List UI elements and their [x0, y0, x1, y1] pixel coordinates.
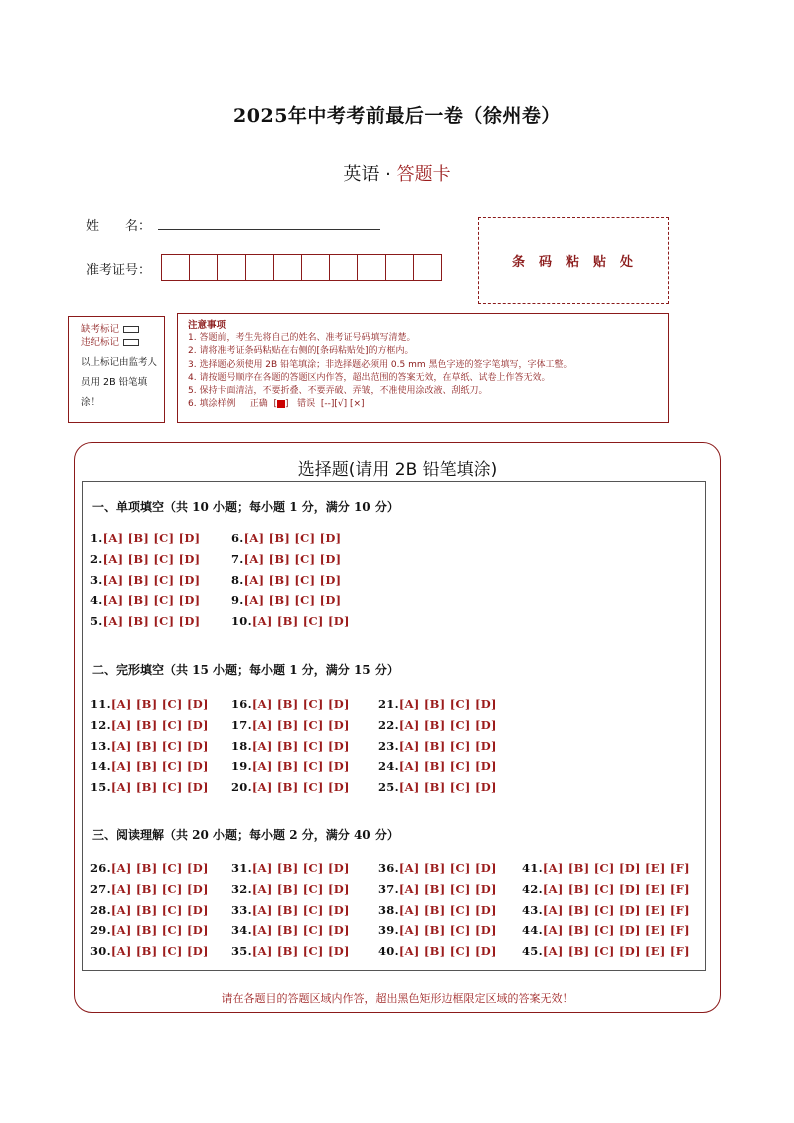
answer-options[interactable]: [A] [B] [C] [D] [110, 861, 209, 875]
question-number: 43. [522, 902, 543, 917]
question-row[interactable] [378, 882, 497, 896]
answer-options[interactable]: [A] [B] [C] [D] [102, 531, 201, 545]
correct-label: 正确 [249, 399, 268, 410]
question-number: 16. [231, 697, 252, 711]
answer-options[interactable]: [A] [B] [C] [D] [E] [F] [542, 861, 690, 875]
answer-options[interactable]: [A] [B] [C] [D] [110, 738, 209, 753]
answer-options[interactable]: [A] [B] [C] [D] [251, 902, 350, 917]
question-number: 42. [522, 881, 543, 896]
notice-item: 2. 请将准考证条码粘贴在右侧的[条码粘贴处]的方框内。 [188, 346, 414, 357]
question-number: 2. [90, 551, 103, 566]
question-row[interactable] [231, 697, 350, 711]
exam-id-digit-box[interactable] [189, 254, 217, 281]
question-row[interactable] [90, 759, 209, 773]
exam-id-digit-box[interactable] [245, 254, 273, 281]
subject-label: 英语 [343, 164, 380, 185]
answer-options[interactable]: [A] [B] [C] [D] [243, 531, 342, 545]
question-number: 45. [522, 944, 543, 959]
absent-checkbox[interactable] [123, 326, 139, 333]
question-number: 32. [231, 881, 252, 896]
question-number: 13. [90, 738, 111, 753]
question-row[interactable] [231, 780, 350, 794]
question-row[interactable] [90, 739, 209, 753]
fill-sample-line: 6. 填涂样例 正确 [ ] 错误 [--][√] [×] [188, 399, 365, 410]
question-row[interactable] [231, 882, 350, 896]
answer-options[interactable]: [A] [B] [C] [D] [398, 944, 497, 959]
subject-separator: · [385, 164, 391, 185]
question-row[interactable] [231, 923, 350, 937]
absent-marking-box [68, 316, 165, 423]
exam-id-digit-box[interactable] [301, 254, 329, 281]
notice-item: 4. 请按题号顺序在各题的答题区内作答，超出范围的答案无效，在草纸、试卷上作答无效。 [188, 372, 551, 383]
question-number: 40. [378, 944, 399, 959]
section-title: 二、完形填空（共 15 小题；每小题 1 分，满分 15 分） [92, 663, 399, 677]
answer-options[interactable]: [A] [B] [C] [D] [243, 593, 342, 608]
answer-options[interactable]: [A] [B] [C] [D] [398, 861, 497, 875]
question-number: 38. [378, 902, 399, 917]
answer-options[interactable]: [A] [B] [C] [D] [243, 572, 342, 587]
filled-sample-icon [277, 400, 285, 408]
answer-options[interactable]: [A] [B] [C] [D] [251, 861, 350, 875]
exam-id-boxes[interactable] [161, 254, 442, 281]
answer-options[interactable]: [A] [B] [C] [D] [110, 780, 209, 795]
section-title: 一、单项填空（共 10 小题；每小题 1 分，满分 10 分） [92, 500, 399, 514]
notice-item: 1. 答题前，考生先将自己的姓名、准考证号码填写清楚。 [188, 333, 416, 344]
notice-item: 5. 保持卡面清洁，不要折叠、不要弄破、弄皱，不准使用涂改液、刮纸刀。 [188, 386, 488, 397]
answer-options[interactable]: [A] [B] [C] [D] [E] [F] [542, 881, 690, 896]
question-number: 24. [378, 759, 399, 774]
violation-checkbox[interactable] [123, 339, 139, 346]
question-number: 23. [378, 738, 399, 753]
question-number: 5. [90, 614, 103, 629]
question-row[interactable] [231, 614, 350, 628]
question-number: 37. [378, 881, 399, 896]
question-number: 41. [522, 861, 543, 875]
question-row[interactable] [90, 593, 200, 607]
answer-options[interactable]: [A] [B] [C] [D] [110, 923, 209, 938]
question-number: 18. [231, 738, 252, 753]
footer-warning: 请在各题目的答题区域内作答，超出黑色矩形边框限定区域的答案无效！ [221, 992, 574, 1005]
answer-options[interactable]: [A] [B] [C] [D] [251, 738, 350, 753]
question-row[interactable] [90, 882, 209, 896]
question-number: 29. [90, 923, 111, 938]
answer-options[interactable]: [A] [B] [C] [D] [251, 923, 350, 938]
question-number: 10. [231, 614, 252, 629]
question-number: 30. [90, 944, 111, 959]
answer-options[interactable]: [A] [B] [C] [D] [110, 902, 209, 917]
question-row[interactable] [90, 531, 200, 545]
question-row[interactable] [522, 923, 690, 937]
question-number: 36. [378, 861, 399, 875]
question-number: 33. [231, 902, 252, 917]
name-field[interactable] [158, 229, 380, 230]
notice-item: 3. 选择题必须使用 2B 铅笔填涂；非选择题必须用 0.5 mm 黑色字迹的签字笔填写，字体工整。 [188, 359, 573, 370]
question-row[interactable] [378, 759, 497, 773]
fill-sample-label: 6. 填涂样例 [188, 399, 236, 410]
question-row[interactable] [231, 531, 341, 545]
answer-options[interactable]: [A] [B] [C] [D] [398, 881, 497, 896]
question-number: 21. [378, 697, 399, 711]
answer-options[interactable]: [A] [B] [C] [D] [102, 614, 201, 629]
wrong-label: 错误 [297, 399, 316, 410]
answer-options[interactable]: [A] [B] [C] [D] [398, 717, 497, 732]
answer-options[interactable]: [A] [B] [C] [D] [398, 923, 497, 938]
question-row[interactable] [231, 903, 350, 917]
answer-options[interactable]: [A] [B] [C] [D] [102, 593, 201, 608]
question-number: 27. [90, 881, 111, 896]
wrong-examples: [--][√] [×] [320, 399, 365, 410]
answer-options[interactable]: [A] [B] [C] [D] [251, 759, 350, 774]
notice-box [177, 313, 669, 423]
name-label: 姓 名： [86, 219, 152, 234]
question-number: 11. [90, 697, 111, 711]
answer-options[interactable]: [A] [B] [C] [D] [251, 697, 350, 711]
answer-options[interactable]: [A] [B] [C] [D] [E] [F] [542, 923, 690, 938]
absent-mark-label: 缺考标记 [81, 324, 120, 335]
question-number: 31. [231, 861, 252, 875]
answer-options[interactable]: [A] [B] [C] [D] [110, 944, 209, 959]
question-number: 12. [90, 717, 111, 732]
answer-card-label: 答题卡 [396, 164, 451, 185]
question-row[interactable] [378, 903, 497, 917]
answer-options[interactable]: [A] [B] [C] [D] [110, 697, 209, 711]
question-number: 35. [231, 944, 252, 959]
question-row[interactable] [378, 697, 497, 711]
question-number: 44. [522, 923, 543, 938]
exam-id-digit-box[interactable] [273, 254, 301, 281]
page-title: 2025年中考考前最后一卷（徐州卷） [233, 105, 561, 127]
question-row[interactable] [378, 923, 497, 937]
exam-id-digit-box[interactable] [161, 254, 189, 281]
question-row[interactable] [90, 903, 209, 917]
answer-options[interactable]: [A] [B] [C] [D] [243, 551, 342, 566]
answer-options[interactable]: [A] [B] [C] [D] [398, 902, 497, 917]
exam-id-digit-box[interactable] [385, 254, 413, 281]
answer-options[interactable]: [A] [B] [C] [D] [398, 759, 497, 774]
question-number: 9. [231, 593, 244, 608]
question-number: 4. [90, 593, 103, 608]
absent-mark[interactable] [81, 323, 164, 336]
question-row[interactable] [522, 903, 690, 917]
question-row[interactable] [378, 944, 497, 958]
question-row[interactable] [231, 593, 341, 607]
question-row[interactable] [231, 573, 341, 587]
question-row[interactable] [378, 780, 497, 794]
answer-options[interactable]: [A] [B] [C] [D] [251, 944, 350, 959]
question-number: 22. [378, 717, 399, 732]
question-number: 6. [231, 531, 244, 545]
answer-options[interactable]: [A] [B] [C] [D] [251, 881, 350, 896]
question-number: 17. [231, 717, 252, 732]
exam-id-digit-box[interactable] [329, 254, 357, 281]
question-row[interactable] [90, 552, 200, 566]
question-row[interactable] [90, 923, 209, 937]
answer-options[interactable]: [A] [B] [C] [D] [251, 614, 350, 629]
question-number: 14. [90, 759, 111, 774]
choice-section-title: 选择题(请用 2B 铅笔填涂) [297, 460, 498, 480]
question-row[interactable] [90, 861, 209, 875]
question-row[interactable] [90, 780, 209, 794]
subject-heading [0, 160, 794, 186]
question-row[interactable] [231, 861, 350, 875]
question-row[interactable] [522, 861, 690, 875]
question-row[interactable] [231, 759, 350, 773]
question-number: 1. [90, 531, 103, 545]
exam-id-digit-box[interactable] [217, 254, 245, 281]
question-row[interactable] [90, 697, 209, 711]
question-row[interactable] [378, 739, 497, 753]
question-row[interactable] [90, 718, 209, 732]
question-number: 15. [90, 780, 111, 795]
proctor-note: 以上标记由监考人员用 2B 铅笔填涂！ [81, 357, 158, 408]
answer-options[interactable]: [A] [B] [C] [D] [110, 759, 209, 774]
question-number: 39. [378, 923, 399, 938]
notice-heading: 注意事项 [188, 320, 227, 331]
answer-options[interactable]: [A] [B] [C] [D] [E] [F] [542, 902, 690, 917]
question-number: 25. [378, 780, 399, 795]
violation-mark[interactable] [81, 336, 164, 349]
exam-id-digit-box[interactable] [413, 254, 442, 281]
answer-options[interactable]: [A] [B] [C] [D] [110, 881, 209, 896]
answer-options[interactable]: [A] [B] [C] [D] [110, 717, 209, 732]
section-title: 三、阅读理解（共 20 小题；每小题 2 分，满分 40 分） [92, 828, 399, 842]
question-number: 28. [90, 902, 111, 917]
question-row[interactable] [522, 944, 690, 958]
question-row[interactable] [231, 944, 350, 958]
question-row[interactable] [90, 573, 200, 587]
answer-options[interactable]: [A] [B] [C] [D] [398, 738, 497, 753]
question-number: 34. [231, 923, 252, 938]
answer-options[interactable]: [A] [B] [C] [D] [E] [F] [542, 944, 690, 959]
answer-options[interactable]: [A] [B] [C] [D] [251, 780, 350, 795]
question-row[interactable] [231, 718, 350, 732]
answer-options[interactable]: [A] [B] [C] [D] [102, 572, 201, 587]
barcode-area: 条码粘贴处 [478, 217, 669, 304]
exam-id-label: 准考证号： [86, 263, 152, 278]
violation-mark-label: 违纪标记 [81, 337, 120, 348]
question-row[interactable] [378, 718, 497, 732]
answer-options[interactable]: [A] [B] [C] [D] [251, 717, 350, 732]
answer-options[interactable]: [A] [B] [C] [D] [102, 551, 201, 566]
question-row[interactable] [90, 944, 209, 958]
exam-id-digit-box[interactable] [357, 254, 385, 281]
question-row[interactable] [378, 861, 497, 875]
question-row[interactable] [90, 614, 200, 628]
question-number: 19. [231, 759, 252, 774]
answer-options[interactable]: [A] [B] [C] [D] [398, 780, 497, 795]
answer-options[interactable]: [A] [B] [C] [D] [398, 697, 497, 711]
question-row[interactable] [231, 552, 341, 566]
question-number: 20. [231, 780, 252, 795]
question-row[interactable] [231, 739, 350, 753]
question-row[interactable] [522, 882, 690, 896]
question-number: 7. [231, 551, 244, 566]
question-number: 8. [231, 572, 244, 587]
question-number: 26. [90, 861, 111, 875]
question-number: 3. [90, 572, 103, 587]
